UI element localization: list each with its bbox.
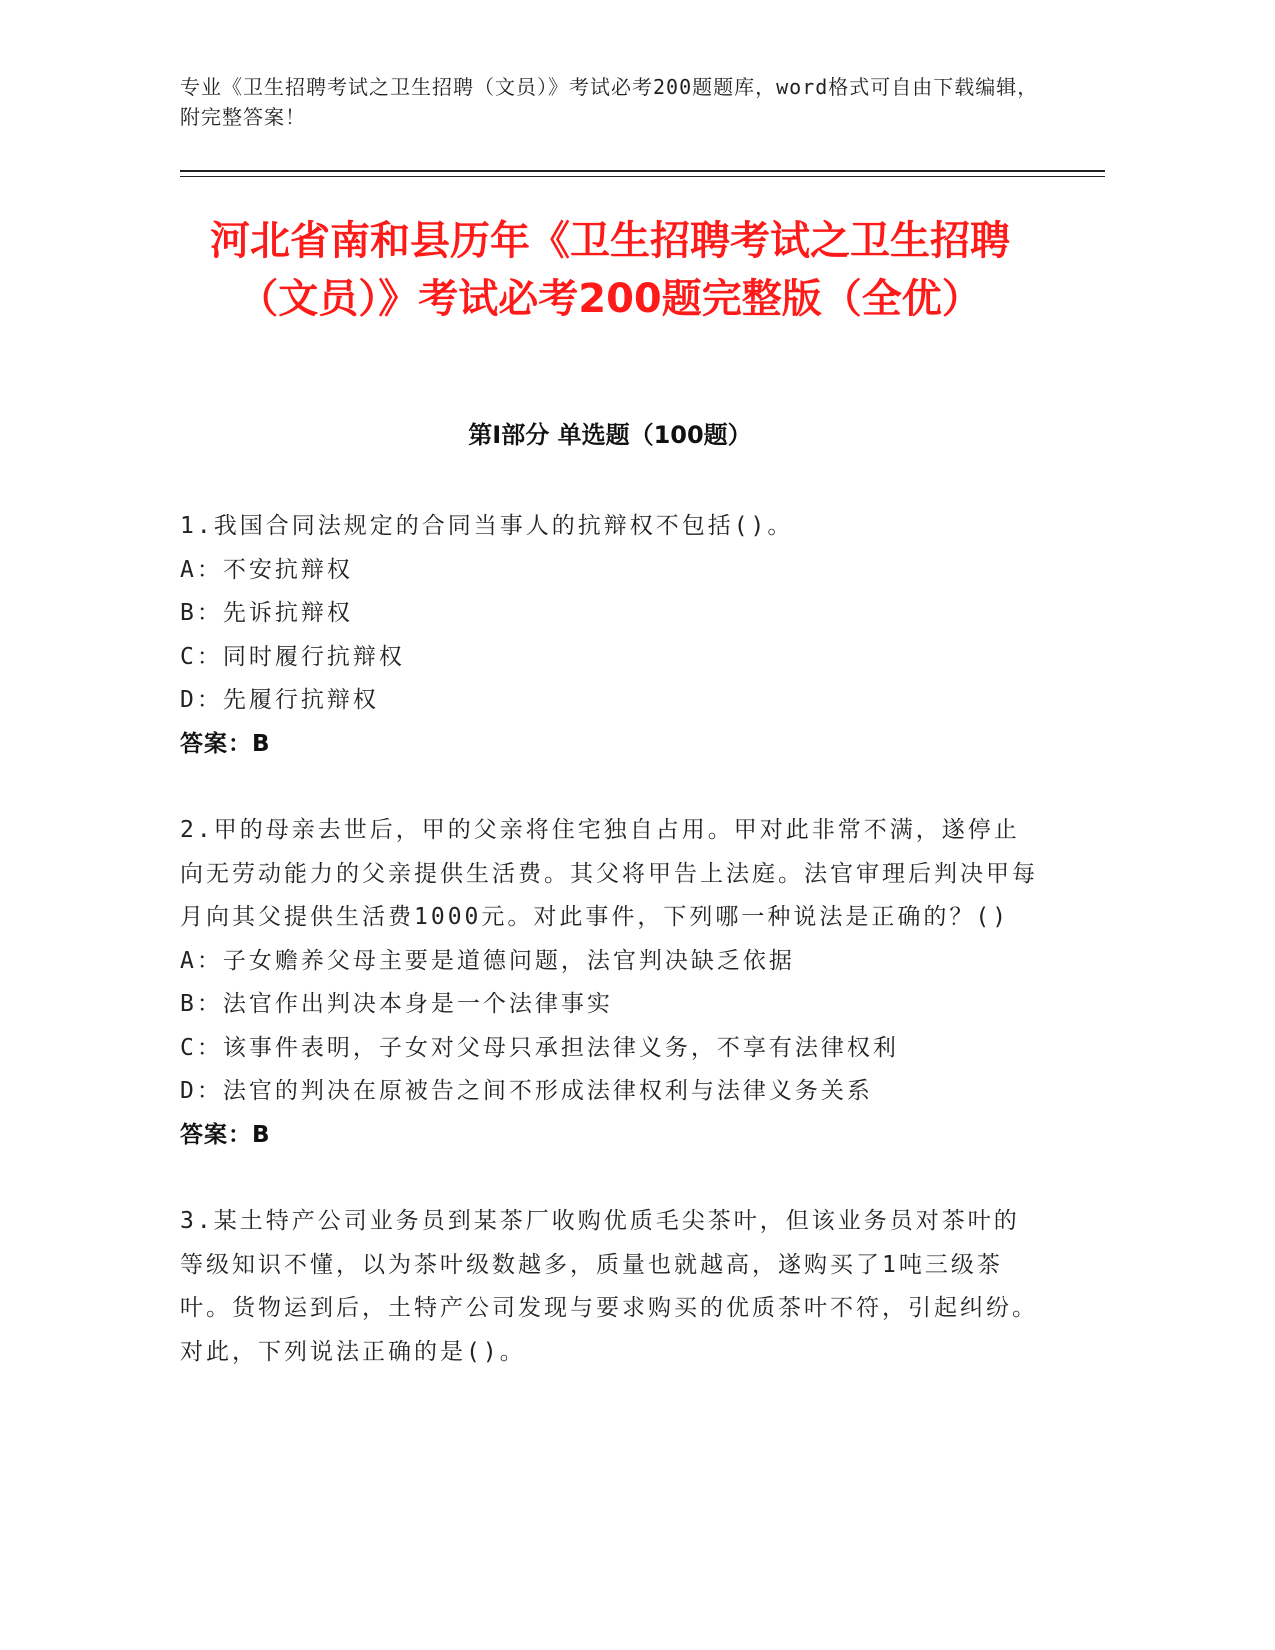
option-a: A：不安抗辩权: [180, 556, 353, 583]
question-text: 1.我国合同法规定的合同当事人的抗辩权不包括()。: [180, 513, 794, 539]
answer-label: 答案：B: [180, 1121, 271, 1148]
question-2: [180, 809, 1040, 1157]
option-c: C：同时履行抗辩权: [180, 643, 405, 670]
option-c: C：该事件表明，子女对父母只承担法律义务，不享有法律权利: [180, 1034, 899, 1061]
header-note: 专业《卫生招聘考试之卫生招聘（文员）》考试必考200题题库，word格式可自由下载编辑，附完整答案！: [180, 75, 1039, 129]
answer-label: 答案：B: [180, 730, 271, 757]
question-1: [180, 505, 1040, 766]
section-heading: 第Ⅰ部分 单选题（100题）: [468, 421, 752, 449]
question-list: [180, 505, 1040, 1417]
question-text: 2.甲的母亲去世后，甲的父亲将住宅独自占用。甲对此非常不满，遂停止向无劳动能力的父亲提供生活费。其父将甲告上法庭。法官审理后判决甲每月向其父提供生活费1000元。对此事件，下列哪一种说法是正确的？(): [180, 817, 1038, 930]
option-b: B：先诉抗辩权: [180, 600, 353, 626]
option-d: D：先履行抗辩权: [180, 687, 379, 713]
question-text: 3.某土特产公司业务员到某茶厂收购优质毛尖茶叶，但该业务员对茶叶的等级知识不懂，以为茶叶级数越多，质量也就越高，遂购买了1吨三级茶叶。货物运到后，土特产公司发现与要求购买的优质茶叶不符，引起纠纷。对此，下列说法正确的是()。: [180, 1208, 1038, 1365]
header-divider-thick: [180, 170, 1105, 172]
header-divider-thin: [180, 176, 1105, 177]
option-a: A：子女赡养父母主要是道德问题，法官判决缺乏依据: [180, 947, 795, 974]
document-title: 河北省南和县历年《卫生招聘考试之卫生招聘（文员）》考试必考200题完整版（全优）: [210, 218, 1010, 322]
option-b: B：法官作出判决本身是一个法律事实: [180, 991, 613, 1017]
question-3: [180, 1200, 1040, 1374]
option-d: D：法官的判决在原被告之间不形成法律权利与法律义务关系: [180, 1078, 873, 1104]
